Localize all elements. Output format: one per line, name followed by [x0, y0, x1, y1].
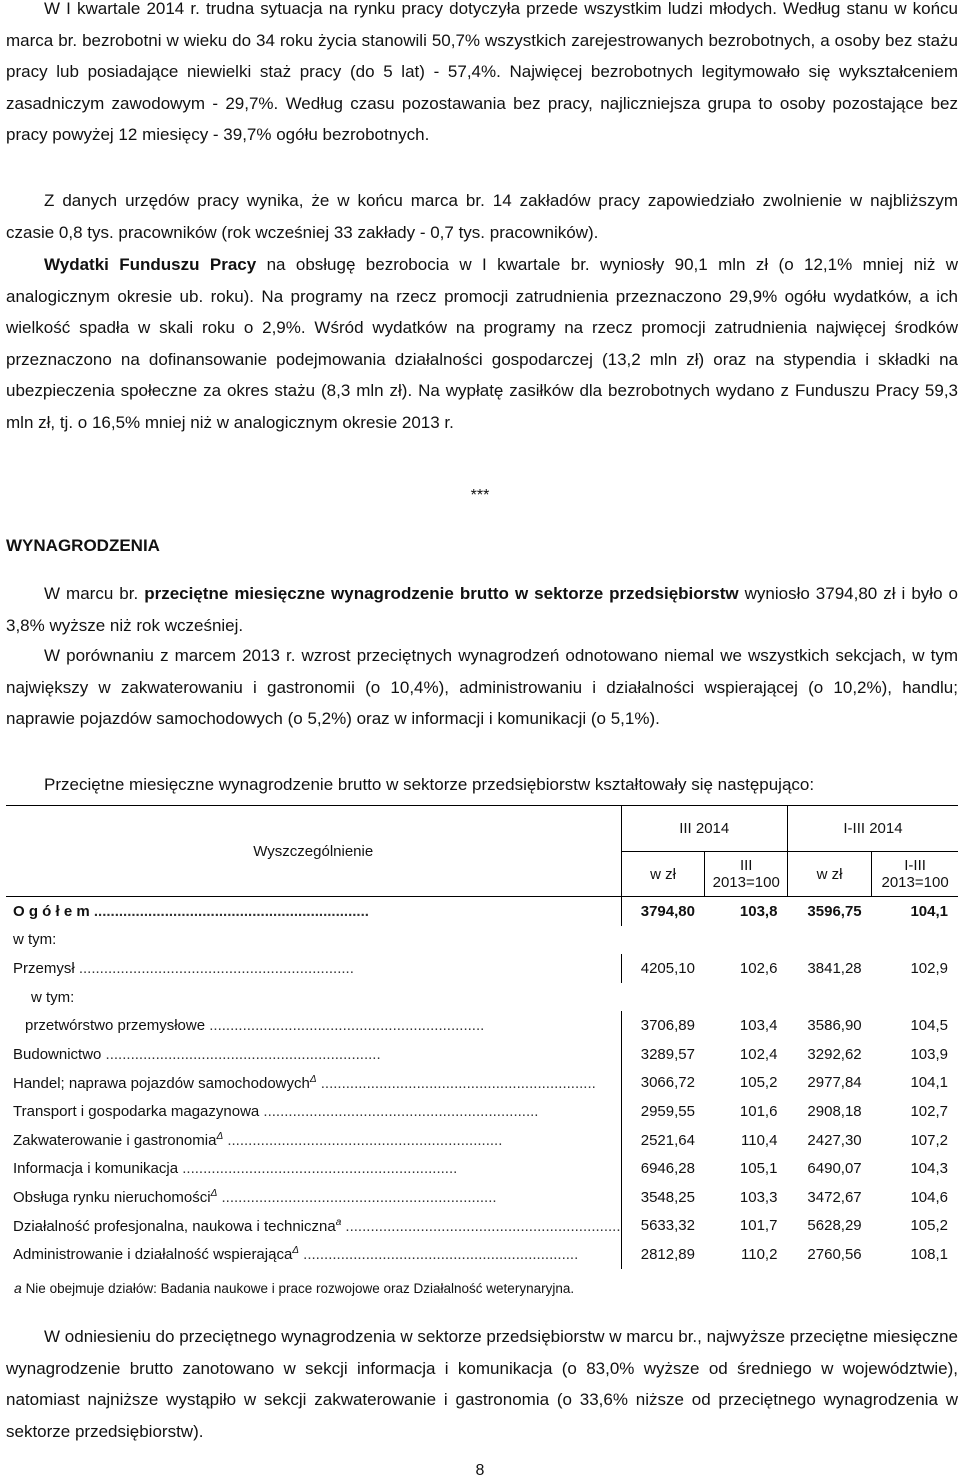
table-cell-v4: [872, 926, 958, 955]
table-cell-v1: 2812,89: [640, 1245, 695, 1263]
header-group-q1: I-III 2014: [787, 806, 958, 852]
table-cell-v3: 2908,18: [807, 1102, 862, 1120]
row-label: [6, 1183, 621, 1212]
row-label-text: w tym:: [31, 988, 75, 1006]
header-col-index: I-III 2013=100: [872, 852, 958, 897]
footnote: [14, 1280, 574, 1296]
wage-table: [6, 805, 958, 1269]
table-cell-v1: 3706,89: [640, 1017, 695, 1035]
table-cell-v2: 102,6: [739, 959, 778, 977]
table-cell-v3: 2760,56: [807, 1245, 862, 1263]
table-cell-v1: 4205,10: [640, 959, 695, 977]
row-label-text: Administrowanie i działalność wspierająca: [13, 1246, 293, 1264]
header-description: Wyszczególnienie: [6, 806, 621, 897]
table-cell-v2: 105,2: [739, 1074, 778, 1092]
table-cell-v3: 3586,90: [807, 1017, 862, 1035]
table-cell-v4: 104,1: [910, 1074, 948, 1092]
footnote-mark: a: [14, 1280, 22, 1296]
row-label-text: Zakwaterowanie i gastronomia: [13, 1132, 217, 1150]
table-cell-v2: 103,4: [739, 1017, 778, 1035]
paragraph-text: W I kwartale 2014 r. trudna sytuacja na rynku pracy dotyczyła przede wszystkim ludzi młodych. Według stanu w końcu marca br. bezrobotni w wieku do 34 roku życia stanowili 50,7% wszystkich zarejestrowanych bezrobotnych, a osoby bez stażu pracy lub posiadające niewielki staż pracy (do 5 lat) - 57,4%. Najwięcej bezrobotnych legitymowało się wykształceniem zasadniczym zawodowym - 29,7%. Według czasu pozostawania bez pracy, najliczniejsza grupa to osoby pozostające bez pracy powyżej 12 miesięcy - 39,7% ogółu bezrobotnych.: [6, 0, 958, 144]
table-cell-v1: 6946,28: [640, 1160, 695, 1178]
table-cell-v4: 102,7: [910, 1102, 948, 1120]
table-intro: Przeciętne miesięczne wynagrodzenie brutto w sektorze przedsiębiorstw kształtowały się następująco:: [44, 775, 815, 794]
table-body: [6, 897, 958, 1269]
section-separator: ***: [470, 487, 490, 504]
row-label: [6, 954, 621, 983]
paragraph-labour-fund: [6, 249, 958, 438]
table-cell-v3: [787, 926, 871, 955]
table-cell-v2: 102,4: [739, 1045, 778, 1063]
table-cell-v3: [787, 983, 871, 1012]
table-cell-v2: 105,1: [739, 1160, 778, 1178]
table-cell-v4: [872, 983, 958, 1012]
paragraph-text: W porównaniu z marcem 2013 r. wzrost przeciętnych wynagrodzeń odnotowano niemal we wszystkich sekcjach, w tym największy w zakwaterowaniu i gastronomii (o 10,4%), administrowaniu i działalności wspierającej (o 10,2%), handlu; naprawie pojazdów samochodowych (o 5,2%) oraz w informacji i komunikacji (o 5,1%).: [6, 646, 958, 728]
table-cell-v4: 105,2: [910, 1217, 948, 1235]
row-label-footnote-mark: Δ: [292, 1245, 300, 1257]
row-label-text: przetwórstwo przemysłowe: [25, 1017, 206, 1035]
paragraph-text: W odniesieniu do przeciętnego wynagrodzenia w sektorze przedsiębiorstw w marcu br., najwyższe przeciętne miesięczne wynagrodzenie brutto zanotowano w sekcji informacja i komunikacja (o 83,0% wyższe od średniego w województwie), natomiast najniższe wystąpiło w sekcji zakwaterowanie i gastronomia (o 33,6% niższe od przeciętnego wynagrodzenia w sektorze przedsiębiorstw).: [6, 1327, 958, 1441]
header-group-march: III 2014: [621, 806, 787, 852]
header-col-pln: w zł: [621, 852, 705, 897]
row-label-text: Obsługa rynku nieruchomości: [13, 1189, 211, 1207]
table-cell-v1: [621, 926, 705, 955]
table-row: [6, 954, 958, 983]
row-label-text: Budownictwo: [13, 1045, 102, 1063]
table-row: [6, 1069, 958, 1098]
row-label: [6, 897, 621, 926]
row-label: [6, 1240, 621, 1269]
row-label-footnote-mark: Δ: [309, 1073, 317, 1085]
leader-dots: ..................................................................: [74, 959, 354, 977]
table-cell-v4: 107,2: [910, 1131, 948, 1149]
leader-dots: ..................................................................: [341, 1217, 621, 1235]
row-label: [6, 1154, 621, 1183]
table-row: [6, 1154, 958, 1183]
table-row: [6, 1183, 958, 1212]
section-heading: WYNAGRODZENIA: [6, 536, 160, 555]
header-col-pln: w zł: [787, 852, 871, 897]
leader-dots: ..................................................................: [259, 1102, 539, 1120]
table-cell-v4: 108,1: [910, 1245, 948, 1263]
table-cell-v3: 2977,84: [807, 1074, 862, 1092]
paragraph-text: W marcu br.: [44, 584, 145, 603]
leader-dots: ..................................................................: [299, 1246, 579, 1264]
table-row: [6, 983, 958, 1012]
row-label-footnote-mark: a: [335, 1216, 342, 1228]
paragraph-text: Z danych urzędów pracy wynika, że w końcu marca br. 14 zakładów pracy zapowiedziało zwolnienie w najbliższym czasie 0,8 tys. pracowników (rok wcześniej 33 zakłady - 0,7 tys. pracowników).: [6, 191, 958, 242]
table-cell-v1: 3794,80: [640, 902, 695, 920]
table-row: [6, 926, 958, 955]
table-cell-v3: 3292,62: [807, 1045, 862, 1063]
table-row: [6, 1040, 958, 1069]
table-cell-v2: 103,8: [739, 902, 778, 920]
row-label-text: Transport i gospodarka magazynowa: [13, 1102, 260, 1120]
leader-dots: ..................................................................: [205, 1017, 485, 1035]
header-col-index: III 2013=100: [705, 852, 787, 897]
table-cell-v2: 101,7: [739, 1217, 778, 1235]
row-label-footnote-mark: Δ: [210, 1188, 218, 1200]
leader-dots: ..................................................................: [89, 902, 369, 920]
table-cell-v3: 3596,75: [807, 902, 862, 920]
table-cell-v2: [705, 983, 787, 1012]
table-row: [6, 1011, 958, 1040]
leader-dots: ..................................................................: [217, 1189, 497, 1207]
table-cell-v4: 102,9: [910, 959, 948, 977]
paragraph-average-wage: [6, 578, 958, 641]
leader-dots: ..................................................................: [178, 1160, 458, 1178]
table-cell-v1: 2521,64: [640, 1131, 695, 1149]
table-cell-v1: 3289,57: [640, 1045, 695, 1063]
leader-dots: ..................................................................: [223, 1132, 503, 1150]
row-label: [6, 926, 621, 955]
footnote-text: Nie obejmuje działów: Badania naukowe i prace rozwojowe oraz Działalność weterynaryjna.: [25, 1281, 575, 1296]
row-label-text: Działalność profesjonalna, naukowa i techniczna: [13, 1217, 336, 1235]
table-cell-v1: 2959,55: [640, 1102, 695, 1120]
paragraph-unemployment-structure: [6, 0, 958, 151]
table-row: [6, 1097, 958, 1126]
row-label-text: Informacja i komunikacja: [13, 1160, 179, 1178]
row-label: [6, 1126, 621, 1155]
leader-dots: ..................................................................: [316, 1074, 596, 1092]
table-cell-v3: 2427,30: [807, 1131, 862, 1149]
table-cell-v4: 104,1: [910, 902, 948, 920]
labour-fund-term: Wydatki Funduszu Pracy: [44, 255, 257, 274]
table-cell-v3: 6490,07: [807, 1160, 862, 1178]
row-label: [6, 1040, 621, 1069]
table-cell-v1: [621, 983, 705, 1012]
row-label-text: Handel; naprawa pojazdów samochodowych: [13, 1074, 310, 1092]
table-cell-v2: 101,6: [739, 1102, 778, 1120]
paragraph-text: wyniosło 3794,80 zł i było o 3,8% wyższe niż rok wcześniej.: [6, 584, 958, 635]
row-label: [6, 1011, 621, 1040]
table-cell-v4: 104,3: [910, 1160, 948, 1178]
row-label-text: O g ó ł e m: [13, 902, 90, 920]
table-row: [6, 1126, 958, 1155]
table-cell-v4: 104,6: [910, 1188, 948, 1206]
row-label-text: Przemysł: [13, 959, 75, 977]
paragraph-text: na obsługę bezrobocia w I kwartale br. wyniosły 90,1 mln zł (o 12,1% mniej niż w analogicznym okresie ub. roku). Na programy na rzecz promocji zatrudnienia przeznaczono 29,9% ogółu wydatków, a ich wielkość spadła w skali roku o 2,9%. Wśród wydatków na programy na rzecz promocji zatrudnienia najwięcej środków przeznaczono na dofinansowanie podejmowania działalności gospodarczej (13,2 mln zł) oraz na stypendia i składki na ubezpieczenia społeczne za okres stażu (8,3 mln zł). Na wypłatę zasiłków dla bezrobotnych wydano z Funduszu Pracy 59,3 mln zł, tj. o 16,5% mniej niż w analogicznym okresie 2013 r.: [6, 255, 958, 432]
table-row: [6, 1212, 958, 1241]
table-cell-v2: 110,2: [741, 1245, 778, 1263]
table-cell-v2: [705, 926, 787, 955]
row-label-footnote-mark: Δ: [216, 1131, 224, 1143]
leader-dots: ..................................................................: [101, 1045, 381, 1063]
paragraph-layoffs: [6, 185, 958, 248]
table-row: [6, 897, 958, 926]
row-label-text: w tym:: [13, 931, 57, 949]
table-cell-v4: 103,9: [910, 1045, 948, 1063]
table-row: [6, 1240, 958, 1269]
table-cell-v1: 3548,25: [640, 1188, 695, 1206]
table-cell-v3: 3841,28: [807, 959, 862, 977]
row-label: [6, 1069, 621, 1098]
table-cell-v3: 3472,67: [807, 1188, 862, 1206]
table-cell-v1: 3066,72: [640, 1074, 695, 1092]
row-label: [6, 983, 621, 1012]
row-label: [6, 1097, 621, 1126]
table-cell-v2: 110,4: [741, 1131, 778, 1149]
paragraph-wage-growth: [6, 640, 958, 735]
paragraph-sector-comparison: [6, 1321, 958, 1447]
page-number: 8: [475, 1462, 485, 1479]
row-label: [6, 1212, 621, 1241]
table-cell-v1: 5633,32: [640, 1217, 695, 1235]
table-cell-v2: 103,3: [739, 1188, 778, 1206]
table-cell-v4: 104,5: [910, 1017, 948, 1035]
table-cell-v3: 5628,29: [807, 1217, 862, 1235]
average-wage-term: przeciętne miesięczne wynagrodzenie brutto w sektorze przedsiębiorstw: [144, 584, 739, 603]
